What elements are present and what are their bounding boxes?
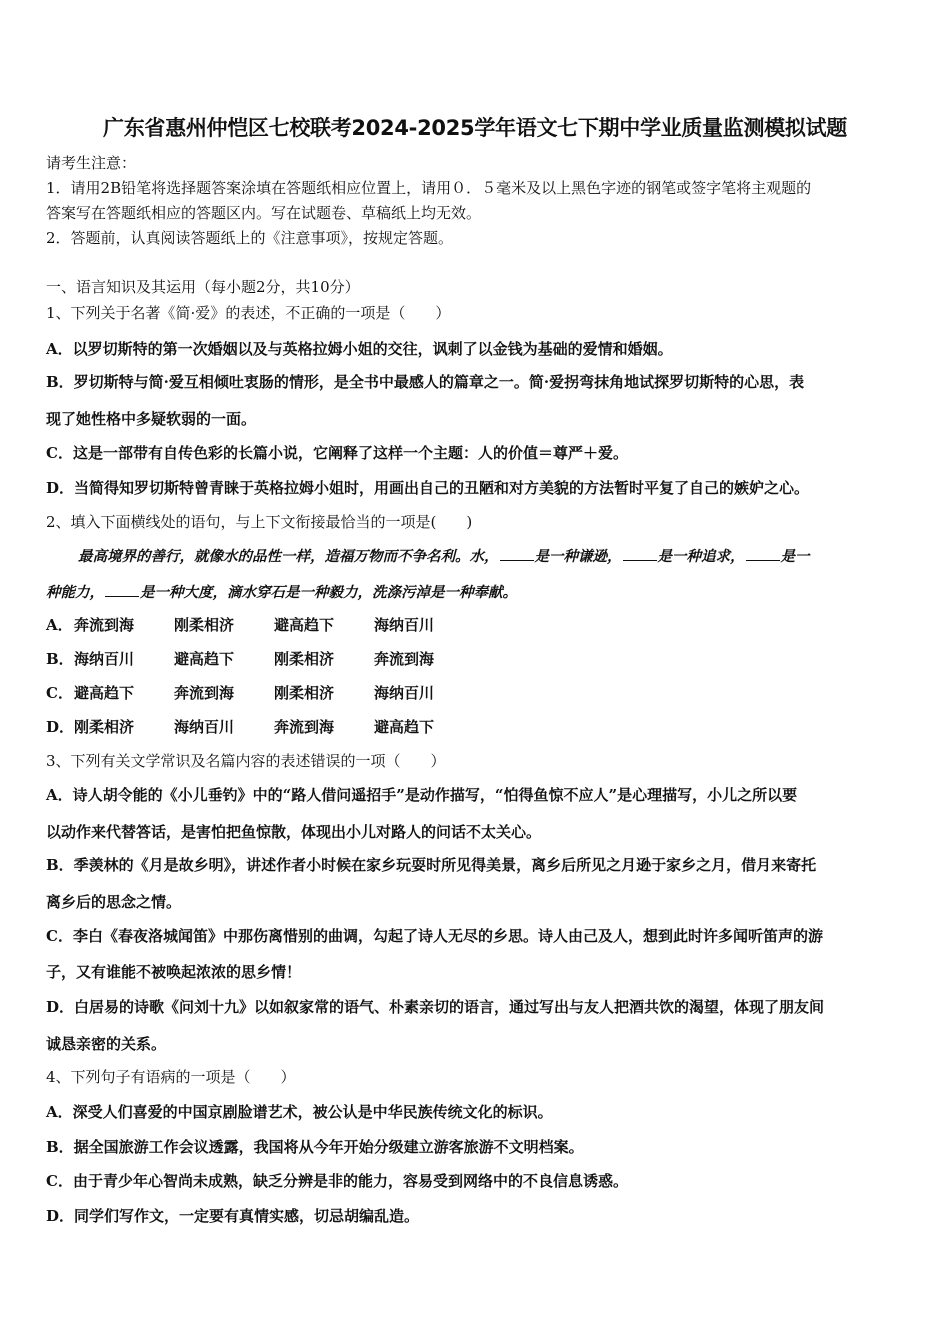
option-phrase: 奔流到海	[374, 650, 435, 668]
question-3-option-b-line2: 离乡后的思念之情。	[46, 893, 182, 911]
fill-blank	[623, 548, 657, 561]
passage-text: 是一种谦逊，	[534, 548, 622, 565]
question-2-option-c	[46, 682, 474, 703]
question-2-option-d	[46, 716, 474, 737]
question-3-option-a-line1: A．诗人胡令能的《小儿垂钓》中的“路人借问遥招手”是动作描写，“怕得鱼惊不应人”是心理描写，小儿之所以要	[46, 786, 798, 804]
option-phrase: 奔流到海	[174, 684, 235, 702]
option-phrase: 避高趋下	[374, 718, 435, 736]
question-3-option-a-line2: 以动作来代替答话，是害怕把鱼惊散，体现出小儿对路人的问话不太关心。	[46, 823, 542, 841]
option-phrase: 海纳百川	[374, 616, 435, 634]
passage-text: 最高境界的善行，就像水的品性一样，造福万物而不争名利。水，	[78, 548, 499, 565]
question-4-option-b: B．据全国旅游工作会议透露，我国将从今年开始分级建立游客旅游不文明档案。	[46, 1138, 584, 1156]
question-4-stem: 4、下列句子有语病的一项是（ ）	[46, 1068, 296, 1086]
option-phrase: 刚柔相济	[174, 616, 235, 634]
question-1-option-c: C．这是一部带有自传色彩的长篇小说，它阐释了这样一个主题：人的价值＝尊严＋爱。	[46, 444, 628, 462]
fill-blank	[746, 548, 780, 561]
notice-item-2: 2．答题前，认真阅读答题纸上的《注意事项》，按规定答题。	[46, 229, 454, 247]
question-3-option-c-line2: 子，又有谁能不被唤起浓浓的思乡情！	[46, 963, 302, 981]
option-label: D．	[46, 718, 75, 736]
option-label: B．	[46, 650, 74, 668]
option-phrase: 刚柔相济	[274, 684, 335, 702]
option-phrase: 奔流到海	[274, 718, 335, 736]
section-heading: 一、语言知识及其运用（每小题2分，共10分）	[46, 278, 360, 296]
option-phrase: 刚柔相济	[74, 718, 135, 736]
passage-text: 是一种大度，滴水穿石是一种毅力，洗涤污淖是一种奉献。	[140, 584, 517, 601]
question-2-option-b	[46, 648, 474, 669]
notice-item-1a: 1．请用2B铅笔将选择题答案涂填在答题纸相应位置上，请用０．５毫米及以上黑色字迹的钢笔或签字笔将主观题的	[46, 179, 812, 197]
question-2-passage-line1	[78, 545, 810, 566]
passage-text: 种能力，	[46, 584, 104, 601]
question-1-option-b-line2: 现了她性格中多疑软弱的一面。	[46, 410, 257, 428]
question-3-option-d-line1: D．白居易的诗歌《问刘十九》以如叙家常的语气、朴素亲切的语言，通过写出与友人把酒共饮的渴望，体现了朋友间	[46, 998, 825, 1016]
option-phrase: 奔流到海	[74, 616, 135, 634]
question-2-passage-line2	[46, 581, 517, 602]
question-1-option-a: A．以罗切斯特的第一次婚姻以及与英格拉姆小姐的交往，讽刺了以金钱为基础的爱情和婚姻。	[46, 340, 673, 358]
exam-title: 广东省惠州仲恺区七校联考2024-2025学年语文七下期中学业质量监测模拟试题	[103, 116, 847, 140]
option-phrase: 避高趋下	[274, 616, 335, 634]
option-label: A．	[46, 616, 73, 634]
option-phrase: 海纳百川	[174, 718, 235, 736]
question-4-option-c: C．由于青少年心智尚未成熟，缺乏分辨是非的能力，容易受到网络中的不良信息诱惑。	[46, 1172, 628, 1190]
question-2-option-a	[46, 614, 474, 635]
question-4-option-d: D．同学们写作文，一定要有真情实感，切忌胡编乱造。	[46, 1207, 420, 1225]
passage-text: 是一	[780, 548, 810, 565]
option-phrase: 避高趋下	[74, 684, 135, 702]
notice-header: 请考生注意：	[46, 154, 137, 172]
question-3-option-c-line1: C．李白《春夜洛城闻笛》中那伤离惜别的曲调，勾起了诗人无尽的乡思。诗人由己及人，想到此时许多闻听笛声的游	[46, 927, 823, 945]
passage-text: 是一种追求，	[657, 548, 745, 565]
question-2-stem: 2、填入下面横线处的语句，与上下文衔接最恰当的一项是( )	[46, 513, 473, 531]
fill-blank	[105, 584, 139, 597]
question-3-stem: 3、下列有关文学常识及名篇内容的表述错误的一项（ ）	[46, 752, 446, 770]
question-3-option-d-line2: 诚恳亲密的关系。	[46, 1035, 167, 1053]
notice-item-1b: 答案写在答题纸相应的答题区内。写在试题卷、草稿纸上均无效。	[46, 204, 482, 222]
option-phrase: 海纳百川	[74, 650, 135, 668]
fill-blank	[500, 548, 534, 561]
option-phrase: 刚柔相济	[274, 650, 335, 668]
question-1-stem: 1、下列关于名著《简·爱》的表述，不正确的一项是（ ）	[46, 304, 451, 322]
question-4-option-a: A．深受人们喜爱的中国京剧脸谱艺术，被公认是中华民族传统文化的标识。	[46, 1103, 553, 1121]
option-phrase: 避高趋下	[174, 650, 235, 668]
option-label: C．	[46, 684, 73, 702]
option-phrase: 海纳百川	[374, 684, 435, 702]
question-1-option-d: D．当简得知罗切斯特曾青睐于英格拉姆小姐时，用画出自己的丑陋和对方美貌的方法暂时平复了自己的嫉妒之心。	[46, 479, 810, 497]
question-1-option-b-line1: B．罗切斯特与简·爱互相倾吐衷肠的情形，是全书中最感人的篇章之一。简·爱拐弯抹角地试探罗切斯特的心思，表	[46, 373, 805, 391]
question-3-option-b-line1: B．季羡林的《月是故乡明》，讲述作者小时候在家乡玩耍时所见得美景，离乡后所见之月逊于家乡之月，借月来寄托	[46, 856, 817, 874]
